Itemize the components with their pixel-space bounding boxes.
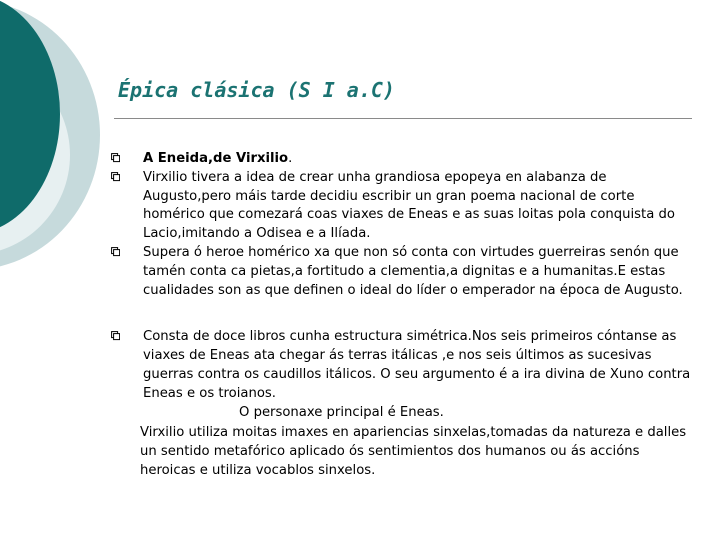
bullet-text: Consta de doce libros cunha estructura simétrica.Nos seis primeiros cóntanse as viaxes de Eneas ata chegar ás terras itálicas ,e nos seis últimos as sucesivas guerras contra os caudillos itálicos. O seu argumento é a ira divina de Xuno contra Eneas e os troianos. [143, 329, 691, 401]
closing-paragraph: Virxilio utiliza moitas imaxes en apariencias sinxelas,tomadas da natureza e dalles un sentido metafórico aplicado ós sentimientos dos humanos ou ás accións heroicas e utiliza vocablos sinxelos. [140, 425, 687, 478]
main-character-line: O personaxe principal é Eneas. [239, 404, 444, 420]
bullet-item [110, 328, 692, 422]
title-suffix: . [288, 151, 293, 166]
bullet-text: Virxilio tivera a idea de crear unha grandiosa epopeya en alabanza de Augusto,pero máis tarde decidiu escribir un gran poema nacional de corte homérico que comezará coas viaxes de Eneas e as suas loitas pola conquista do Lacio,imitando a Odisea e a Ilíada. [143, 169, 675, 242]
bullet-item [110, 169, 692, 244]
slide-title: Épica clásica (S I a.C) [118, 78, 395, 102]
title-divider [114, 118, 692, 119]
bullet-text: Supera ó heroe homérico xa que non só conta con virtudes guerreiras senón que tamén conta ca pietas,a fortitudo a clementia,a dignitas e a humanitas.E estas cualidades son as que definen o ideal do líder o emperador na época de Augusto. [143, 244, 683, 298]
bullet-item [110, 244, 692, 300]
bullet-item [110, 150, 692, 169]
work-title: A Eneida,de Virxilio [143, 151, 289, 166]
hollow-square-bullet-icon [111, 172, 120, 182]
hollow-square-bullet-icon [111, 247, 120, 257]
hollow-square-bullet-icon [111, 331, 120, 341]
hollow-square-bullet-icon [111, 153, 120, 163]
bullet-text [143, 150, 692, 169]
slide-content [110, 150, 692, 481]
